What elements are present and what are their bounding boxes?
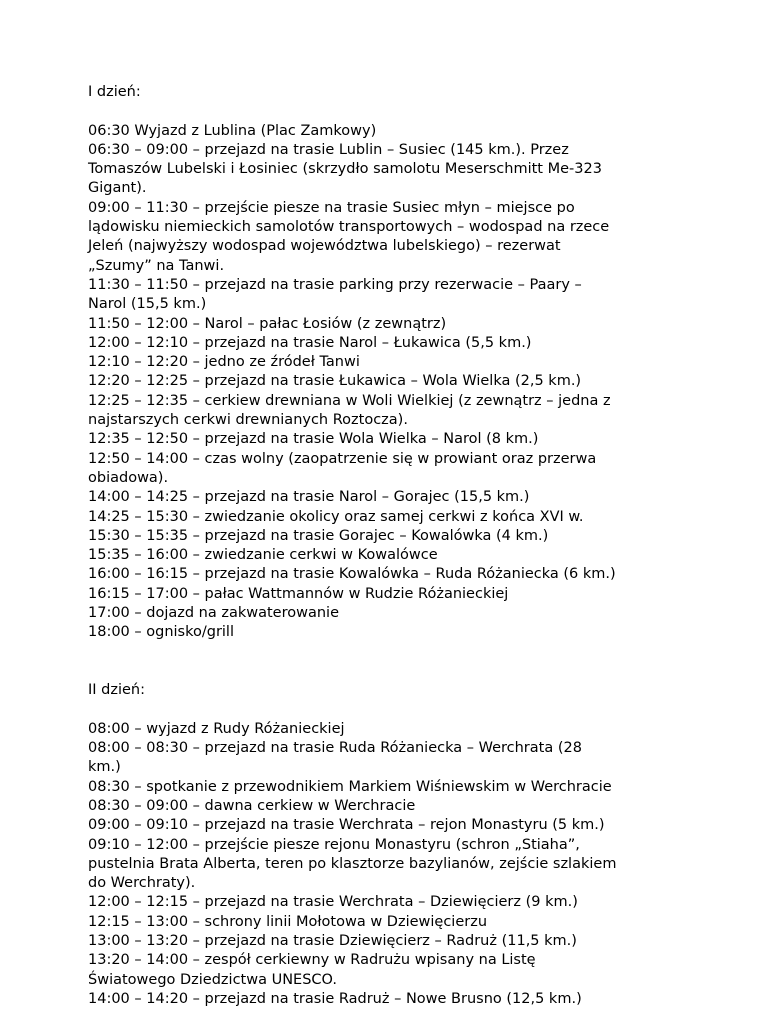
schedule-entry: 09:00 – 11:30 – przejście piesze na trasie Susiec młyn – miejsce po lądowisku niemieckich samolotów transportowych – wodospad na rzece Jeleń (najwyższy wodospad województwa lubelskiego) – rezerwat „Szumy” na Tanwi. — [88, 199, 610, 274]
schedule-entry: 12:15 – 13:00 – schrony linii Mołotowa w Dziewięcierzu — [88, 913, 488, 930]
schedule-entry: 12:20 – 12:25 – przejazd na trasie Łukawica – Wola Wielka (2,5 km.) — [88, 373, 582, 390]
document-page — [88, 83, 688, 1009]
schedule-entry: 12:10 – 12:20 – jedno ze źródeł Tanwi — [88, 354, 360, 371]
schedule-entry: 09:10 – 12:00 – przejście piesze rejonu Monastyru (schron „Stiaha”, pustelnia Brata Alberta, teren po klasztorze bazylianów, zejście szlakiem do Werchraty). — [88, 836, 617, 892]
schedule-entry: 11:50 – 12:00 – Narol – pałac Łosiów (z zewnątrz) — [88, 315, 447, 332]
day1-schedule — [88, 122, 688, 643]
schedule-entry: 12:00 – 12:15 – przejazd na trasie Werchrata – Dziewięcierz (9 km.) — [88, 894, 578, 911]
schedule-entry: 08:00 – 08:30 – przejazd na trasie Ruda Różaniecka – Werchrata (28 km.) — [88, 740, 582, 776]
schedule-entry: 16:00 – 16:15 – przejazd na trasie Kowalówka – Ruda Różaniecka (6 km.) — [88, 566, 616, 583]
schedule-entry: 12:00 – 12:10 – przejazd na trasie Narol – Łukawica (5,5 km.) — [88, 334, 532, 351]
section-spacer — [88, 643, 688, 682]
schedule-entry: 06:30 Wyjazd z Lublina (Plac Zamkowy) — [88, 122, 377, 139]
schedule-entry: 14:00 – 14:25 – przejazd na trasie Narol – Gorajec (15,5 km.) — [88, 489, 530, 506]
schedule-entry: 12:25 – 12:35 – cerkiew drewniana w Woli Wielkiej (z zewnątrz – jedna z najstarszych cerkwi drewnianych Roztocza). — [88, 392, 611, 429]
schedule-entry: 18:00 – ognisko/grill — [88, 624, 234, 641]
schedule-entry: 08:30 – spotkanie z przewodnikiem Markiem Wiśniewskim w Werchracie — [88, 778, 612, 795]
day2-heading: II dzień: — [88, 682, 146, 699]
day1-heading: I dzień: — [88, 84, 141, 100]
schedule-entry: 09:00 – 09:10 – przejazd na trasie Werchrata – rejon Monastyru (5 km.) — [88, 817, 605, 834]
schedule-entry: 16:15 – 17:00 – pałac Wattmannów w Rudzie Różanieckiej — [88, 585, 509, 602]
schedule-entry: 11:30 – 11:50 – przejazd na trasie parking przy rezerwacie – Paary – Narol (15,5 km.) — [88, 276, 582, 313]
schedule-entry: 12:35 – 12:50 – przejazd na trasie Wola Wielka – Narol (8 km.) — [88, 431, 539, 448]
schedule-entry: 15:30 – 15:35 – przejazd na trasie Gorajec – Kowalówka (4 km.) — [88, 527, 549, 544]
schedule-entry: 13:00 – 13:20 – przejazd na trasie Dziewięcierz – Radruż (11,5 km.) — [88, 933, 577, 950]
schedule-entry: 13:20 – 14:00 – zespół cerkiewny w Radrużu wpisany na Listę Światowego Dziedzictwa UNESCO. — [88, 952, 536, 988]
schedule-entry: 15:35 – 16:00 – zwiedzanie cerkwi w Kowalówce — [88, 547, 438, 564]
schedule-entry: 14:00 – 14:20 – przejazd na trasie Radruż – Nowe Brusno (12,5 km.) — [88, 990, 582, 1007]
schedule-entry: 14:25 – 15:30 – zwiedzanie okolicy oraz samej cerkwi z końca XVI w. — [88, 508, 584, 525]
schedule-entry: 06:30 – 09:00 – przejazd na trasie Lublin – Susiec (145 km.). Przez Tomaszów Lubelski i Łosiniec (skrzydło samolotu Meserschmitt Me-323 Gigant). — [88, 141, 602, 197]
schedule-entry: 12:50 – 14:00 – czas wolny (zaopatrzenie się w prowiant oraz przerwa obiadowa). — [88, 450, 597, 486]
schedule-entry: 08:30 – 09:00 – dawna cerkiew w Werchracie — [88, 797, 416, 814]
schedule-entry: 17:00 – dojazd na zakwaterowanie — [88, 605, 339, 622]
day2-schedule — [88, 720, 688, 1009]
schedule-entry: 08:00 – wyjazd z Rudy Różanieckiej — [88, 720, 345, 737]
